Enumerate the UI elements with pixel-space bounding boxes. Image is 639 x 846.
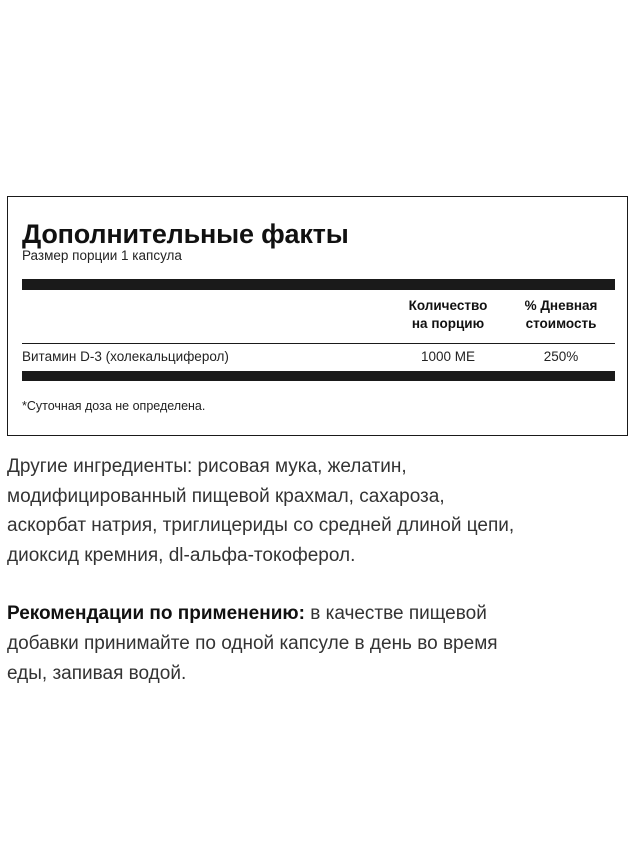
usage-directions xyxy=(7,599,632,689)
directions-line: еды, запивая водой. xyxy=(7,663,187,684)
serving-size: Размер порции 1 капсула xyxy=(22,248,182,263)
directions-label: Рекомендации по применению: xyxy=(7,603,305,624)
ingredients-line: диоксид кремния, dl-альфа-токоферол. xyxy=(7,544,356,566)
amount-header-line1: Количество xyxy=(408,298,488,313)
daily-value-footnote: *Суточная доза не определена. xyxy=(22,399,206,413)
ingredients-line: аскорбат натрия, триглицериды со средней длиной цепи, xyxy=(7,515,515,536)
amount-header-line2: на порцию xyxy=(411,316,485,331)
supplement-facts-panel xyxy=(7,196,628,436)
nutrient-daily-value: 250% xyxy=(543,349,579,364)
dv-header-line2: стоимость xyxy=(525,316,597,331)
nutrient-name: Витамин D-3 (холекальциферол) xyxy=(22,349,229,364)
other-ingredients xyxy=(7,452,632,570)
ingredients-line: Другие ингредиенты: рисовая мука, желатин, xyxy=(7,456,407,477)
top-divider-bar xyxy=(22,279,615,290)
daily-value-header xyxy=(508,297,614,333)
amount-per-serving-header xyxy=(392,297,504,333)
facts-title: Дополнительные факты xyxy=(22,219,349,249)
bottom-divider-bar xyxy=(22,371,615,381)
directions-text: в качестве пищевой xyxy=(304,603,487,624)
directions-line xyxy=(7,599,632,629)
directions-line: добавки принимайте по одной капсуле в день во время xyxy=(7,633,498,654)
ingredients-line: модифицированный пищевой крахмал, сахароза, xyxy=(7,485,445,507)
dv-header-line1: % Дневная xyxy=(524,298,598,313)
nutrient-amount: 1000 МЕ xyxy=(420,349,476,364)
header-divider xyxy=(22,343,615,344)
